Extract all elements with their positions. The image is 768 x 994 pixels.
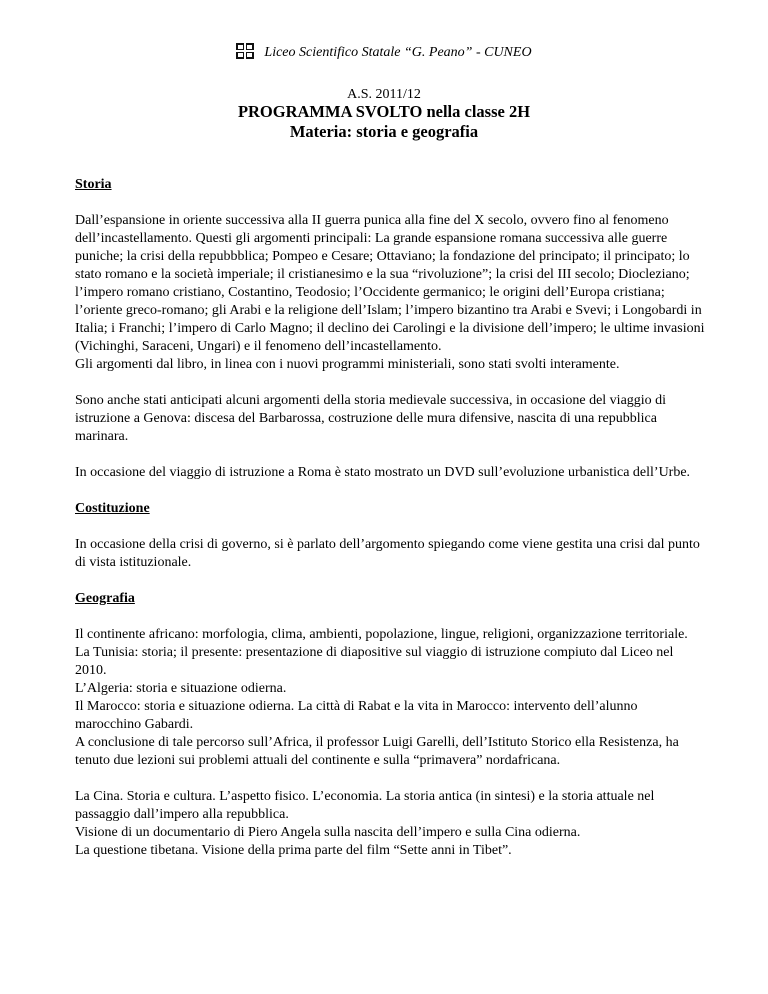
geografia-paragraph-4: Il Marocco: storia e situazione odierna. La città di Rabat e la vita in Marocco: intervento dell’alunno marocchino Gabardi. xyxy=(75,699,638,732)
geografia-paragraph-7: Visione di un documentario di Piero Angela sulla nascita dell’impero e sulla Cina odierna. xyxy=(75,825,581,840)
geografia-paragraph-3: L’Algeria: storia e situazione odierna. xyxy=(75,681,287,696)
storia-paragraph-3: Sono anche stati anticipati alcuni argomenti della storia medievale successiva, in occasione del viaggio di istruzione a Genova: discesa del Barbarossa, costruzione delle mura difensive, nascita di una repubblica marinara. xyxy=(75,393,667,444)
storia-paragraph-2: Gli argomenti dal libro, in linea con i nuovi programmi ministeriali, sono stati svolti interamente. xyxy=(75,357,620,372)
geografia-paragraph-6: La Cina. Storia e cultura. L’aspetto fisico. L’economia. La storia antica (in sintesi) e la storia attuale nel passaggio dall’impero alla repubblica. xyxy=(75,789,655,822)
section-heading-costituzione: Costituzione xyxy=(75,501,150,516)
storia-paragraph-4: In occasione del viaggio di istruzione a Roma è stato mostrato un DVD sull’evoluzione urbanistica dell’Urbe. xyxy=(75,465,691,480)
geografia-paragraph-8: La questione tibetana. Visione della prima parte del film “Sette anni in Tibet”. xyxy=(75,843,512,858)
school-year: A.S. 2011/12 xyxy=(347,87,421,102)
section-heading-geografia: Geografia xyxy=(75,591,135,606)
geografia-paragraph-2: La Tunisia: storia; il presente: presentazione di diapositive sul viaggio di istruzione compiuto dal Liceo nel 2010. xyxy=(75,645,674,678)
costituzione-paragraph-1: In occasione della crisi di governo, si è parlato dell’argomento spiegando come viene gestita una crisi dal punto di vista istituzionale. xyxy=(75,537,700,570)
document-title xyxy=(0,102,768,142)
school-name: Liceo Scientifico Statale “G. Peano” - CUNEO xyxy=(264,45,532,60)
storia-paragraph-1: Dall’espansione in oriente successiva alla II guerra punica alla fine del X secolo, ovvero fino al fenomeno dell’incastellamento. Questi gli argomenti principali: La grande espansione romana successiva alle guerre puniche; la crisi della repubbblica; Pompeo e Cesare; Ottaviano; la fondazione del principato; il principato; lo stato romano e la società imperiale; il cristianesimo e la sua “rivoluzione”; la crisi del III secolo; Diocleziano; l’impero romano cristiano, Costantino, Teodosio; l’Occidente germanico; le origini dell’Europa cristiana; l’oriente greco-romano; gli Arabi e la religione dell’Islam; l’impero bizantino tra Arabi e Svevi; i Longobardi in Italia; i Franchi; l’impero di Carlo Magno; il declino dei Carolingi e la divisione dell’impero; le ultime invasioni (Vichinghi, Saraceni, Ungari) e il fenomeno dell’incastellamento. xyxy=(75,213,705,354)
document-body xyxy=(75,176,705,860)
program-title: PROGRAMMA SVOLTO nella classe 2H xyxy=(237,102,531,121)
geografia-paragraph-1: Il continente africano: morfologia, clima, ambienti, popolazione, lingue, religioni, organizzazione territoriale. xyxy=(75,627,688,642)
subject-title: Materia: storia e geografia xyxy=(289,122,479,141)
section-heading-storia: Storia xyxy=(75,177,112,192)
geografia-paragraph-5: A conclusione di tale percorso sull’Africa, il professor Luigi Garelli, dell’Istituto Storico ella Resistenza, ha tenuto due lezioni sui problemi attuali del continente e sulla “primavera” nordafricana. xyxy=(75,735,679,768)
school-logo-icon xyxy=(236,43,254,59)
school-header xyxy=(0,43,768,61)
